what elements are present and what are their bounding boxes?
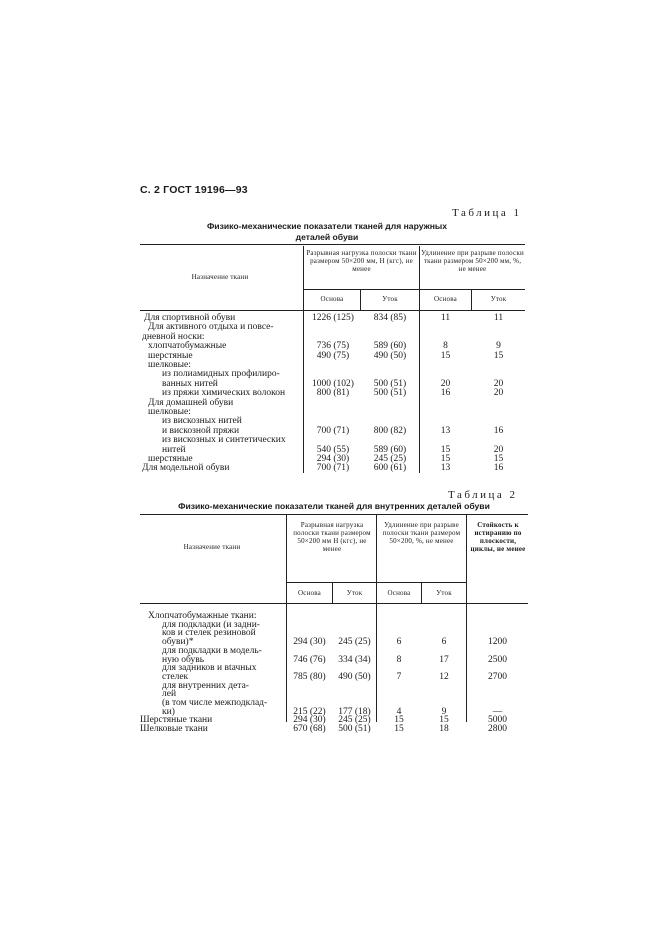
table1-group1-header: Разрывная нагрузка полоски ткани размером 50×200 мм, Н (кгс), не менее <box>306 249 417 273</box>
row-value: 746 (76) <box>293 654 326 665</box>
table1-sub-header: Основа <box>320 295 344 303</box>
row-value: 16 <box>493 463 504 474</box>
row-value: 834 (85) <box>373 313 407 323</box>
row-value: 294 (30) <box>293 637 326 648</box>
table1-header-rule <box>140 310 525 311</box>
row-value: 670 (68) <box>293 724 326 735</box>
row-value: 15 <box>440 350 451 361</box>
row-value: 20 <box>493 388 504 399</box>
row-label: стелек <box>162 671 189 682</box>
table2-col-name: Назначение ткани <box>183 543 241 551</box>
row-value: 15 <box>493 454 504 464</box>
row-value: 8 <box>443 341 448 352</box>
row-value: 6 <box>441 637 447 648</box>
row-value: 589 (60) <box>373 341 407 352</box>
table2-header-rule <box>140 603 528 604</box>
row-value: 2500 <box>488 654 507 665</box>
row-value: 490 (50) <box>373 350 407 361</box>
table2-group1-header: Разрывная нагрузка полоски ткани размером 50×200 мм Н (кгс), не менее <box>293 521 371 553</box>
row-value: 20 <box>493 444 504 455</box>
row-label: для задников и вtачных <box>162 663 257 674</box>
row-label: нитей <box>162 444 186 455</box>
row-value: 12 <box>439 671 449 682</box>
row-value: 2700 <box>488 671 507 682</box>
row-value: 785 (80) <box>293 671 326 682</box>
row-label: из вискозных нитей <box>162 416 242 427</box>
row-label: Для спортивной обуви <box>144 313 236 323</box>
row-value: 177 (18) <box>338 706 371 717</box>
row-value: 1200 <box>488 637 507 648</box>
row-value: — <box>492 706 503 717</box>
row-value: 245 (25) <box>338 715 371 726</box>
row-value: 4 <box>396 706 402 717</box>
row-label: лей <box>162 689 177 700</box>
row-value: 15 <box>493 350 504 361</box>
row-value: 490 (75) <box>316 350 350 361</box>
row-value: 245 (25) <box>373 454 407 464</box>
table1-sub-rule <box>303 289 525 290</box>
row-label: обуви)* <box>162 637 194 648</box>
row-label: Шерстяные ткани <box>140 715 213 726</box>
table2-sub-rule <box>286 582 466 583</box>
page-header: С. 2 ГОСТ 19196—93 <box>140 184 248 196</box>
row-value: 700 (71) <box>316 425 350 436</box>
row-value: 245 (25) <box>338 637 371 648</box>
row-label: ки) <box>162 706 175 717</box>
row-value: 9 <box>441 706 447 717</box>
table2-label: Таблица 2 <box>448 489 518 501</box>
row-label: из вискозных и синтетических <box>162 435 286 446</box>
table2-sub-header: Основа <box>387 589 411 597</box>
table1-sub-header: Уток <box>382 295 398 303</box>
row-label: для подкладки в модель- <box>162 645 262 656</box>
table1-title: Физико-механические показатели тканей для наружных деталей обуви <box>206 221 448 242</box>
row-value: 500 (51) <box>338 724 371 735</box>
row-label: шелковые: <box>148 360 191 370</box>
row-value: 9 <box>496 341 501 352</box>
table1-group2-header: Удлинение при разрыве полоски ткани размером 50×200 мм, %, не менее <box>421 249 524 273</box>
table2-sub-header: Основа <box>298 589 321 597</box>
row-value: 18 <box>439 724 449 735</box>
row-label: для внутренних дета- <box>162 680 249 691</box>
row-label: дневной носки: <box>142 331 205 342</box>
row-value: 736 (75) <box>316 341 350 352</box>
row-value: 500 (51) <box>373 388 407 399</box>
row-value: 15 <box>439 715 449 726</box>
row-value: 1226 (125) <box>312 313 354 323</box>
row-value: 600 (61) <box>373 463 407 474</box>
row-value: 2800 <box>488 724 507 735</box>
row-value: 16 <box>440 388 451 399</box>
row-label: хлопчатобумажные <box>148 341 227 352</box>
row-value: 15 <box>394 724 404 735</box>
row-label: из пряжи химических волокон <box>162 388 286 399</box>
row-value: 15 <box>440 444 451 455</box>
row-label: Шелковые ткани <box>140 724 208 735</box>
row-value: 5000 <box>488 715 507 726</box>
row-value: 13 <box>440 463 451 474</box>
row-value: 20 <box>440 378 451 389</box>
row-value: 20 <box>493 378 504 389</box>
row-value: 6 <box>396 637 402 648</box>
row-value: 215 (22) <box>293 706 326 717</box>
row-value: 540 (55) <box>316 444 350 455</box>
row-label: Для домашней обуви <box>148 397 234 408</box>
table2-group2-header: Удлинение при разрыве полоски ткани размером 50×200, %, не менее <box>382 521 461 545</box>
row-value: 13 <box>440 425 451 436</box>
row-value: 334 (34) <box>338 654 371 665</box>
table1-body-vline <box>303 311 304 473</box>
row-value: 294 (30) <box>316 454 350 464</box>
table2-vline <box>466 515 467 603</box>
row-value: 800 (81) <box>316 388 350 399</box>
table2-group3-header: Стойкость к истиранию по плоскости, циклы, не менее <box>470 521 526 553</box>
row-value: 1000 (102) <box>312 378 354 389</box>
row-value: 7 <box>396 671 402 682</box>
table1-sub-header: Уток <box>490 295 507 303</box>
row-value: 500 (51) <box>373 378 407 389</box>
table2-title: Физико-механические показатели тканей для внутренних деталей обуви <box>178 501 490 511</box>
table1-label: Таблица 1 <box>452 207 522 219</box>
row-label: и вискозной пряжи <box>162 425 240 436</box>
row-value: 17 <box>439 654 449 665</box>
row-value: 589 (60) <box>373 444 407 455</box>
row-label: ков и стелек резиновой <box>162 628 256 639</box>
row-value: 490 (50) <box>338 671 371 682</box>
row-label: шелковые: <box>148 407 191 417</box>
row-value: 16 <box>493 425 504 436</box>
row-label: Для активного отдыха и повсе- <box>148 322 274 333</box>
table1-sub-header: Основа <box>434 295 457 303</box>
row-label: ванных нитей <box>162 378 218 389</box>
row-value: 294 (30) <box>293 715 326 726</box>
row-label: для подкладки (и задни- <box>162 619 260 630</box>
table1-col-name: Назначение ткани <box>191 273 249 281</box>
row-value: 11 <box>440 313 451 323</box>
table2-top-rule <box>140 514 528 515</box>
row-value: 15 <box>394 715 404 726</box>
table2-sub-header: Уток <box>436 589 452 597</box>
table1-top-rule <box>140 244 525 245</box>
row-label: ную обувь <box>162 654 205 665</box>
row-value: 15 <box>440 454 451 464</box>
row-label: шерстяные <box>148 350 193 361</box>
row-value: 8 <box>396 654 402 665</box>
row-label: Хлопчатобумажные ткани: <box>148 611 257 621</box>
row-value: 700 (71) <box>316 463 350 474</box>
row-value: 11 <box>493 313 504 323</box>
row-label: (в том числе межподклад- <box>162 698 268 708</box>
row-value: 800 (82) <box>373 425 407 436</box>
row-label: шерстяные <box>148 454 193 464</box>
row-label: Для модельной обуви <box>142 463 230 474</box>
table2-sub-header: Уток <box>346 589 363 597</box>
row-label: из полиамидных профилиро- <box>162 369 280 380</box>
